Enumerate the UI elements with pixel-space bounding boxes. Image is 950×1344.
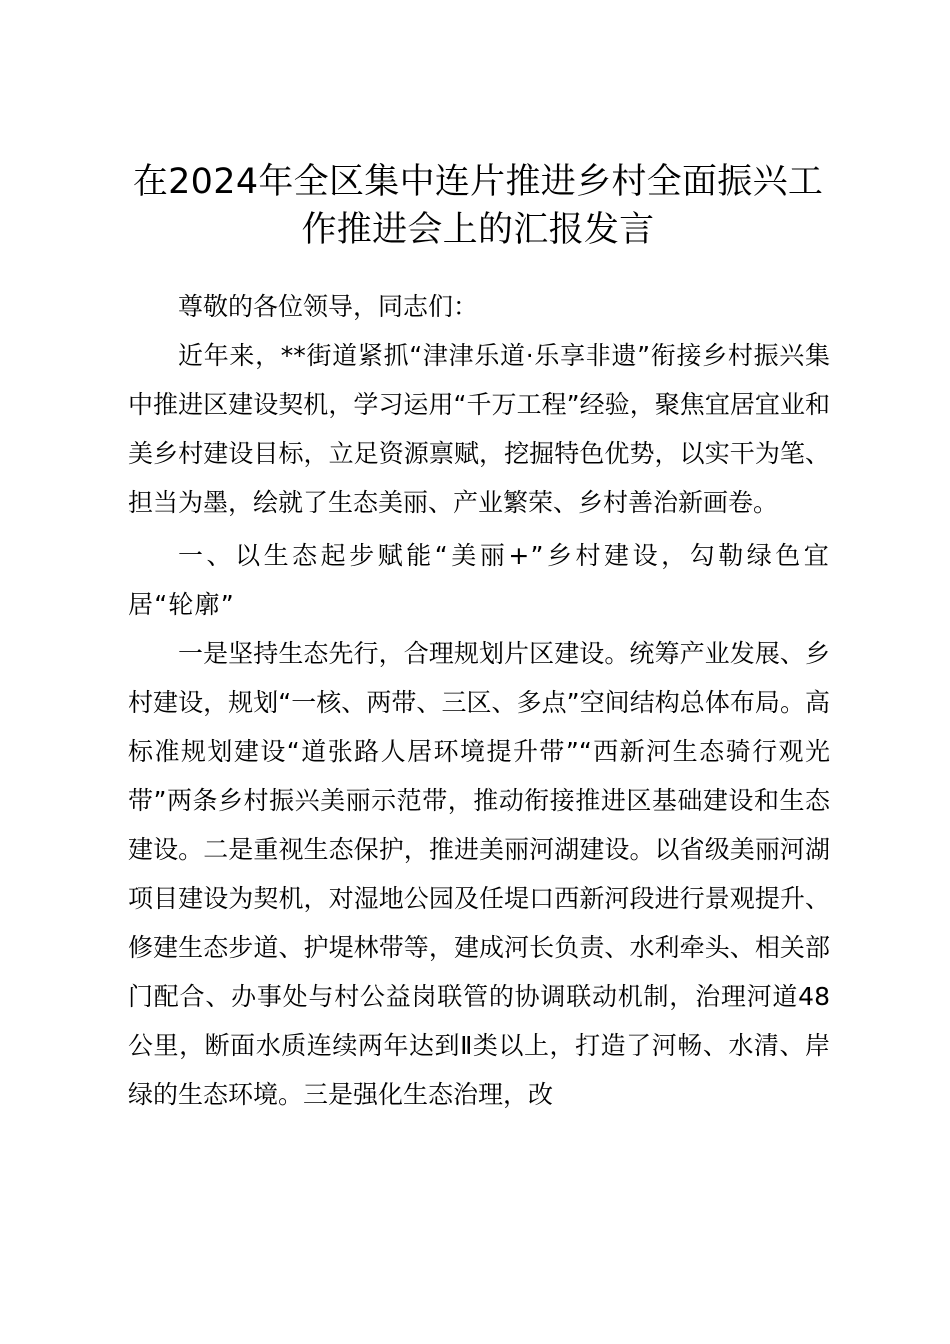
section-heading-1: 一、以生态起步赋能“美丽+”乡村建设，勾勒绿色宜居“轮廓” (128, 541, 830, 619)
section-1-paragraph: 一是坚持生态先行，合理规划片区建设。统筹产业发展、乡村建设，规划“一核、两带、三区、多点”空间结构总体布局。高标准规划建设“道张路人居环境提升带”“西新河生态骑行观光带”两条乡村振兴美丽示范带，推动衔接推进区基础建设和生态建设。二是重视生态保护，推进美丽河湖建设。以省级美丽河湖项目建设为契机，对湿地公园及任堤口西新河段进行景观提升、修建生态步道、护堤林带等，建成河长负责、水利牵头、相关部门配合、办事处与村公益岗联管的协调联动机制，治理河道48公里，断面水质连续两年达到Ⅱ类以上，打造了河畅、水清、岸绿的生态环境。三是强化生态治理，改 (128, 639, 830, 1109)
document-title: 在2024年全区集中连片推进乡村全面振兴工作推进会上的汇报发言 (132, 162, 824, 250)
document-body (128, 282, 830, 1119)
salutation: 尊敬的各位领导，同志们： (178, 292, 479, 321)
intro-paragraph: 近年来，**街道紧抓“津津乐道·乐享非遗”衔接乡村振兴集中推进区建设契机，学习运用“千万工程”经验，聚焦宜居宜业和美乡村建设目标，立足资源禀赋，挖掘特色优势，以实干为笔、担当为墨，绘就了生态美丽、产业繁荣、乡村善治新画卷。 (128, 341, 830, 517)
